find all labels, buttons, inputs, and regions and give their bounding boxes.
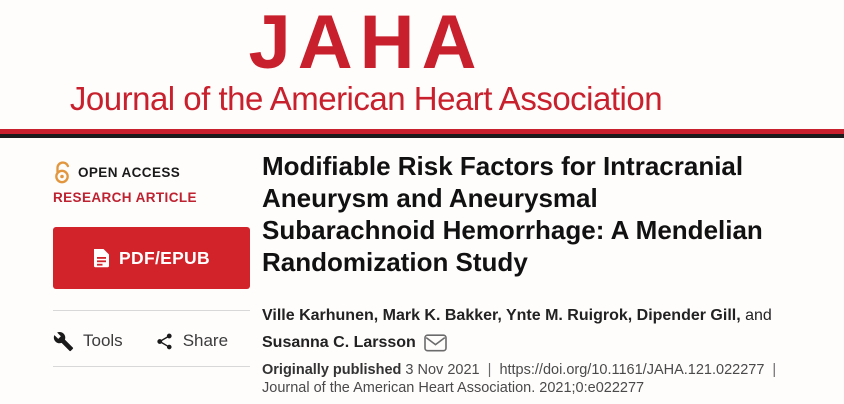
sidebar-divider (53, 310, 250, 311)
share-label: Share (182, 331, 229, 350)
article-title-line: Subarachnoid Hemorrhage: A Mendelian (262, 215, 763, 245)
pdf-epub-button[interactable] (53, 227, 250, 289)
document-icon (93, 248, 110, 268)
share-icon (155, 332, 174, 351)
journal-citation: Journal of the American Heart Association. 2021;0:e022277 (262, 380, 645, 396)
publication-date: 3 Nov 2021 (405, 362, 480, 378)
article-title-line: Aneurysm and Aneurysmal (262, 183, 598, 213)
doi-link[interactable]: https://doi.org/10.1161/JAHA.121.022277 (499, 362, 765, 378)
journal-logo[interactable]: JAHA (248, 0, 484, 85)
article-title-line: Randomization Study (262, 247, 528, 277)
open-access-label: OPEN ACCESS (78, 164, 181, 180)
wrench-icon (53, 331, 74, 352)
author-conjunction: and (745, 307, 772, 324)
article-type-label: RESEARCH ARTICLE (53, 190, 197, 205)
tools-button[interactable] (53, 331, 123, 352)
article-actions-row (53, 328, 250, 354)
separator: | (487, 362, 492, 378)
author-names-line2 (262, 329, 844, 356)
author-name[interactable]: Susanna C. Larsson (262, 334, 416, 351)
publication-info (262, 361, 844, 397)
author-names-line1 (262, 302, 844, 329)
pdf-epub-label: PDF/EPUB (119, 247, 210, 268)
masthead-black-rule (0, 134, 844, 138)
journal-masthead (0, 0, 732, 117)
author-list (262, 302, 844, 356)
share-button[interactable] (155, 331, 228, 351)
article-title (262, 150, 844, 278)
journal-name: Journal of the American Heart Association (69, 80, 663, 117)
tools-label: Tools (83, 331, 123, 350)
sidebar-divider (53, 366, 250, 367)
separator: | (772, 362, 777, 378)
open-access-lock-icon (53, 160, 71, 184)
author-names[interactable]: Ville Karhunen, Mark K. Bakker, Ynte M. Ruigrok, Dipender Gill, (262, 307, 741, 324)
article-title-line: Modifiable Risk Factors for Intracranial (262, 151, 744, 181)
email-envelope-icon[interactable] (424, 334, 447, 352)
originally-published-label: Originally published (262, 362, 402, 378)
open-access-row (53, 160, 250, 184)
